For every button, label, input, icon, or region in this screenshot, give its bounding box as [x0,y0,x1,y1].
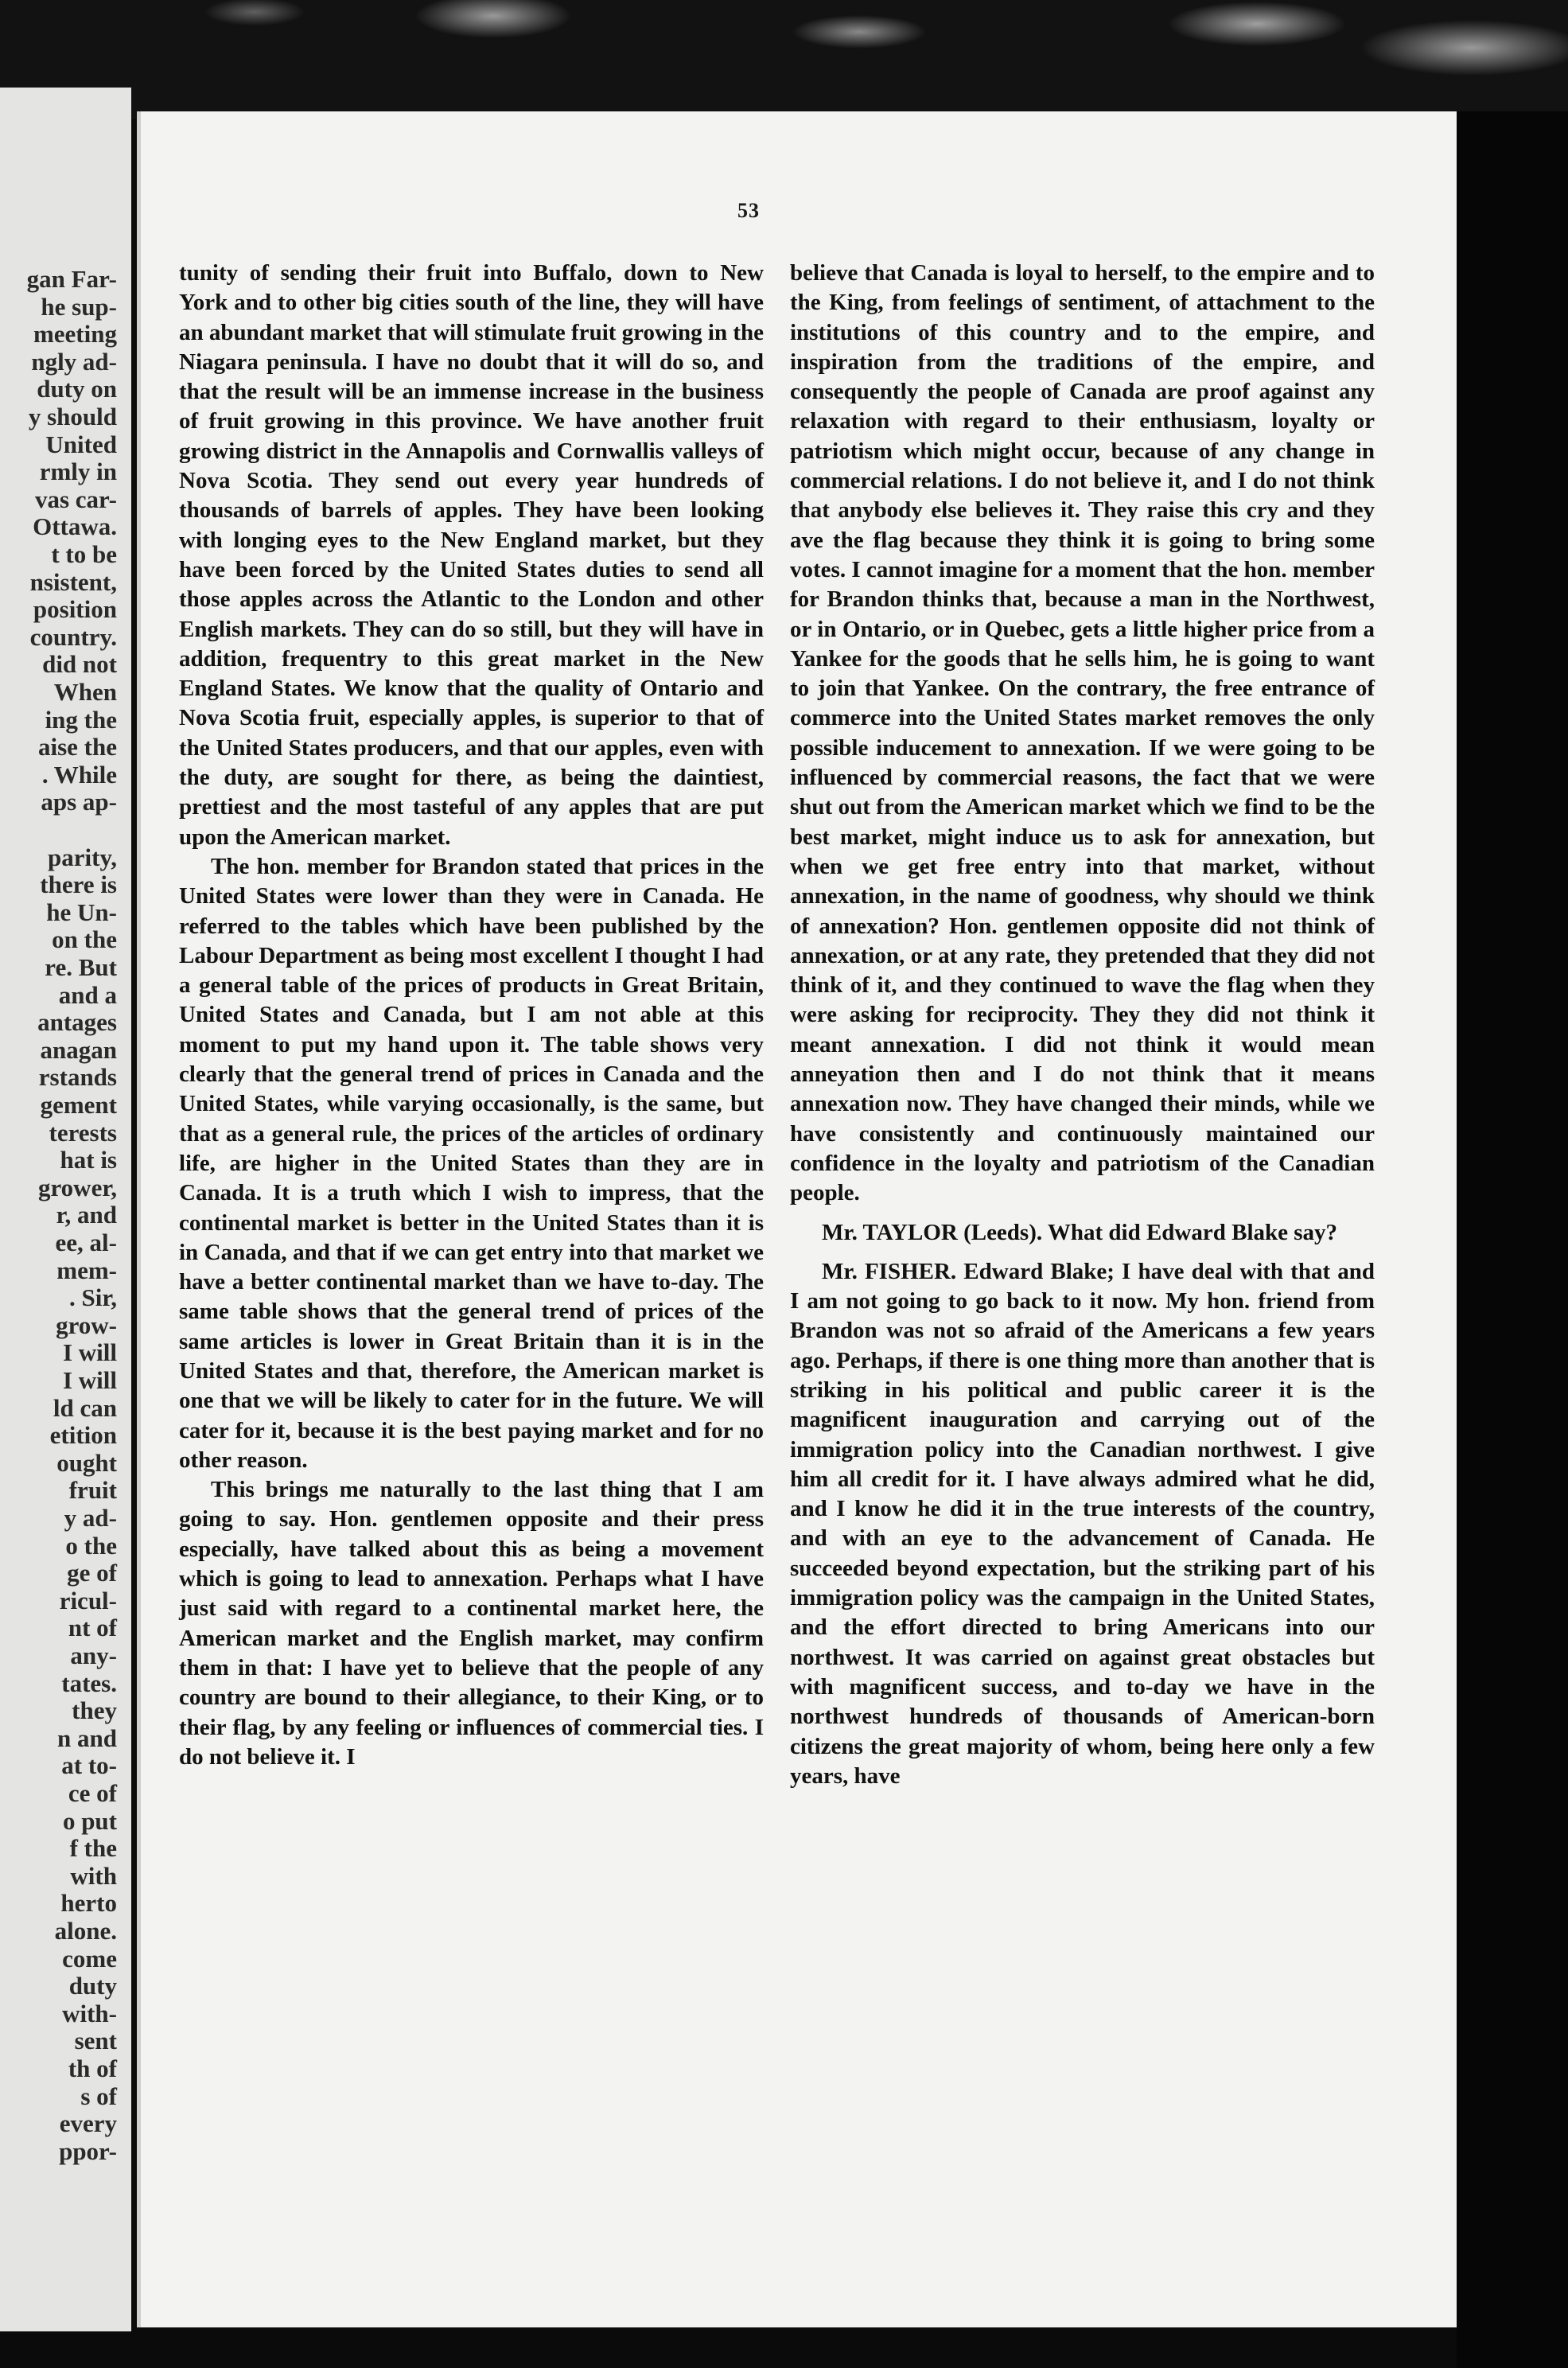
fragment-line: I will [62,1338,117,1367]
fragment-line: ee, al- [55,1229,117,1256]
fragment-line: f the [69,1834,117,1863]
fragment-line: r, and [56,1201,117,1229]
fragment-line: ge of [67,1559,117,1587]
fragment-line: on the [52,925,117,954]
paragraph: Mr. FISHER. Edward Blake; I have deal with that and I am not going to go back to it now. My hon. friend from Brandon was not so afraid of the Americans a few years ago. Perhaps, if there is one thing more than another that is striking in his political and public career it is the magnificent inauguration and carrying out of the immigration policy into the Canadian northwest. I give him all credit for it. I have always admired what he did, and I know he did it in the true interests of the country, and with an eye to the advancement of Canada. He succeeded beyond expectation, but the striking part of his immigration policy was the campaign in the United States, and the effort directed to bring Americans into our northwest. It was carried on against great obstacles but with magnificent success, and to-day we have in the northwest hundreds of thousands of American-born citizens the great majority of whom, being here only a few years, have [790,1258,1375,1789]
fragment-line: ld can [53,1393,117,1422]
fragment-line: ricul- [59,1586,117,1614]
fragment-line: meeting [33,320,117,349]
fragment-line: mem- [56,1256,117,1284]
fragment-line: nsistent, [29,567,117,596]
fragment-line: and a [58,980,117,1009]
fragment-line: etition [49,1421,117,1450]
fragment-line: any- [70,1642,117,1669]
fragment-line: vas car- [34,485,117,513]
scan-top-border [0,0,1568,119]
fragment-line: I will [62,1366,117,1394]
left-page-fragment [0,88,131,2331]
left-text-column [179,259,764,1772]
fragment-line: t to be [51,540,117,568]
fragment-line: rstands [38,1063,117,1092]
fragment-line: y should [28,403,117,430]
fragment-line: s of [80,2082,117,2110]
fragment-line: grow- [56,1311,117,1339]
fragment-line: When [53,678,117,706]
fragment-line: rmly in [39,458,117,486]
paragraph: tunity of sending their fruit into Buffalo, down to New York and to other big cities south of the line, they will have an abundant market that will stimulate fruit growing in the Niagara peninsula. I have no doubt that it will do so, and that the result will be an immense increase in the business of fruit growing in this province. We have another fruit growing district in the Annapolis and Cornwallis valleys of Nova Scotia. They send out every year hundreds of thousands of barrels of apples. They have been looking with longing eyes to the New England market, but they have been forced by the United States duties to send all those apples across the Atlantic to the London and other English markets. They can do so still, but they will have in addition, frequentry to this great market in the New England States. We know that the quality of Ontario and Nova Scotia fruit, especially apples, is superior to that of the United States producers, and that our apples, even with the duty, are sought for there, as being the daintiest, prettiest and the most tasteful of any apples that are put upon the American market. [179,260,764,850]
fragment-line: duty on [37,375,117,403]
fragment-line: tates. [61,1669,117,1697]
fragment-line: position [33,595,117,624]
fragment-line: o the [65,1531,117,1560]
fragment-line: anagan [40,1035,117,1064]
fragment-line: ought [56,1448,117,1477]
fragment-line: herto [60,1889,117,1918]
fragment-line: o put [62,1806,117,1835]
fragment-line: gement [40,1091,117,1119]
paragraph: This brings me naturally to the last thing that I am going to say. Hon. gentlemen opposite and their press especially, have talked about this as being a movement which is going to lead to annexation. Perhaps what I have just said with regard to a continental market here, the American market and the English market, may confirm them in that: I have yet to believe that the people of any country are bound to their allegiance, to their King, or to their flag, by any feeling or influences of commercial ties. I do not believe it. I [179,1477,764,1770]
fragment-line: antages [37,1008,117,1037]
fragment-line: . Sir, [68,1283,117,1312]
fragment-line: nt of [68,1614,117,1642]
fragment-line: come [62,1944,117,1973]
fragment-line: y ad- [64,1504,117,1532]
fragment-line: Ottawa. [33,512,117,541]
fragment-line: duty [68,1972,117,2000]
right-text-column [790,259,1375,1791]
fragment-line: did not [42,650,117,679]
fragment-line: there is [40,870,117,899]
paragraph: Mr. TAYLOR (Leeds). What did Edward Blake say? [822,1219,1338,1245]
scan-right-border [1457,111,1568,2368]
fragment-line: gan Far- [26,265,117,293]
fragment-line: grower, [37,1173,117,1202]
fragment-line: th of [68,2054,117,2082]
fragment-line: they [72,1696,117,1725]
fragment-line: hat is [60,1146,117,1174]
fragment-line: sent [74,2027,117,2055]
fragment-line: ing the [45,705,117,734]
fragment-line: aps ap- [41,788,117,816]
fragment-line: at to- [61,1751,117,1780]
paragraph: The hon. member for Brandon stated that prices in the United States were lower than they were in Canada. He referred to the tables which have been published by the Labour Department as being most excellent I thought I had a general table of the prices of products in Great Britain, United States and Canada, but I am not able at this moment to put my hand upon it. The table shows very clearly that the general trend of prices in Canada and the United States, while varying occasionally, is the same, but that as a general rule, the prices of the articles of ordinary life, are higher in the United States than they are in Canada. It is a truth which I wish to impress, that the continental market is better in the United States than it is in Canada, and that if we can get entry into that market we have a better continental market than we have to-day. The same table shows that the general trend of prices of the same articles is lower in Great Britain than it is in the United States and that, therefore, the American market is one that we will be likely to cater for in the future. We will cater for it, because it is the best paying market and for no other reason. [179,853,764,1473]
fragment-line: ce of [68,1779,117,1807]
fragment-line: aise the [37,733,117,761]
fragment-line: ngly ad- [31,347,117,376]
fragment-line: n and [57,1723,117,1752]
fragment-line: United [45,430,117,458]
fragment-line: fruit [68,1476,117,1505]
fragment-line: re. But [45,953,117,981]
fragment-line: with- [62,1999,117,2027]
paragraph: believe that Canada is loyal to herself, to the empire and to the King, from feelings of sentiment, of attachment to the institutions of this country and to the empire, and inspiration from the traditions of the empire, and consequently the people of Canada are proof against any relaxation with regard to their enthusiasm, loyalty or patriotism which might occur, because of any change in commercial relations. I do not believe it, and I do not think that anybody else believes it. They raise this cry and they ave the flag because they think it is going to bring some votes. I cannot imagine for a moment that the hon. member for Brandon thinks that, because a man in the Northwest, or in Ontario, or in Quebec, gets a little higher price from a Yankee for the goods that he sells him, he is going to want to join that Yankee. On the contrary, the free entrance of commerce into the United States market removes the only possible inducement to annexation. If we were going to be influenced by commercial reasons, the fact that we were shut out from the American market which we find to be the best market, might induce us to ask for annexation, but when we get free entry into that market, without annexation, in the name of goodness, why should we think of annexation? Hon. gentlemen opposite did not think of annexation, or at any rate, they pretended that they did not think of it, and they continued to wave the flag when they were asking for reciprocity. They they did not think it meant annexation. I did not think it would mean anneyation then and I do not think that it means annexation now. They have changed their minds, while we have consistently and continuously maintained our confidence in the loyalty and patriotism of the Canadian people. [790,260,1375,1206]
fragment-line: country. [29,622,117,651]
page-number: 53 [737,199,760,222]
fragment-line: every [59,2109,117,2138]
fragment-line: alone. [54,1917,117,1945]
fragment-line: ppor- [59,2136,117,2165]
fragment-line: he sup- [41,292,117,321]
fragment-line: he Un- [46,898,117,926]
fragment-line: terests [49,1118,117,1147]
fragment-line: parity, [48,843,117,871]
fragment-line: with [70,1861,117,1890]
fragment-line: . While [41,760,117,789]
